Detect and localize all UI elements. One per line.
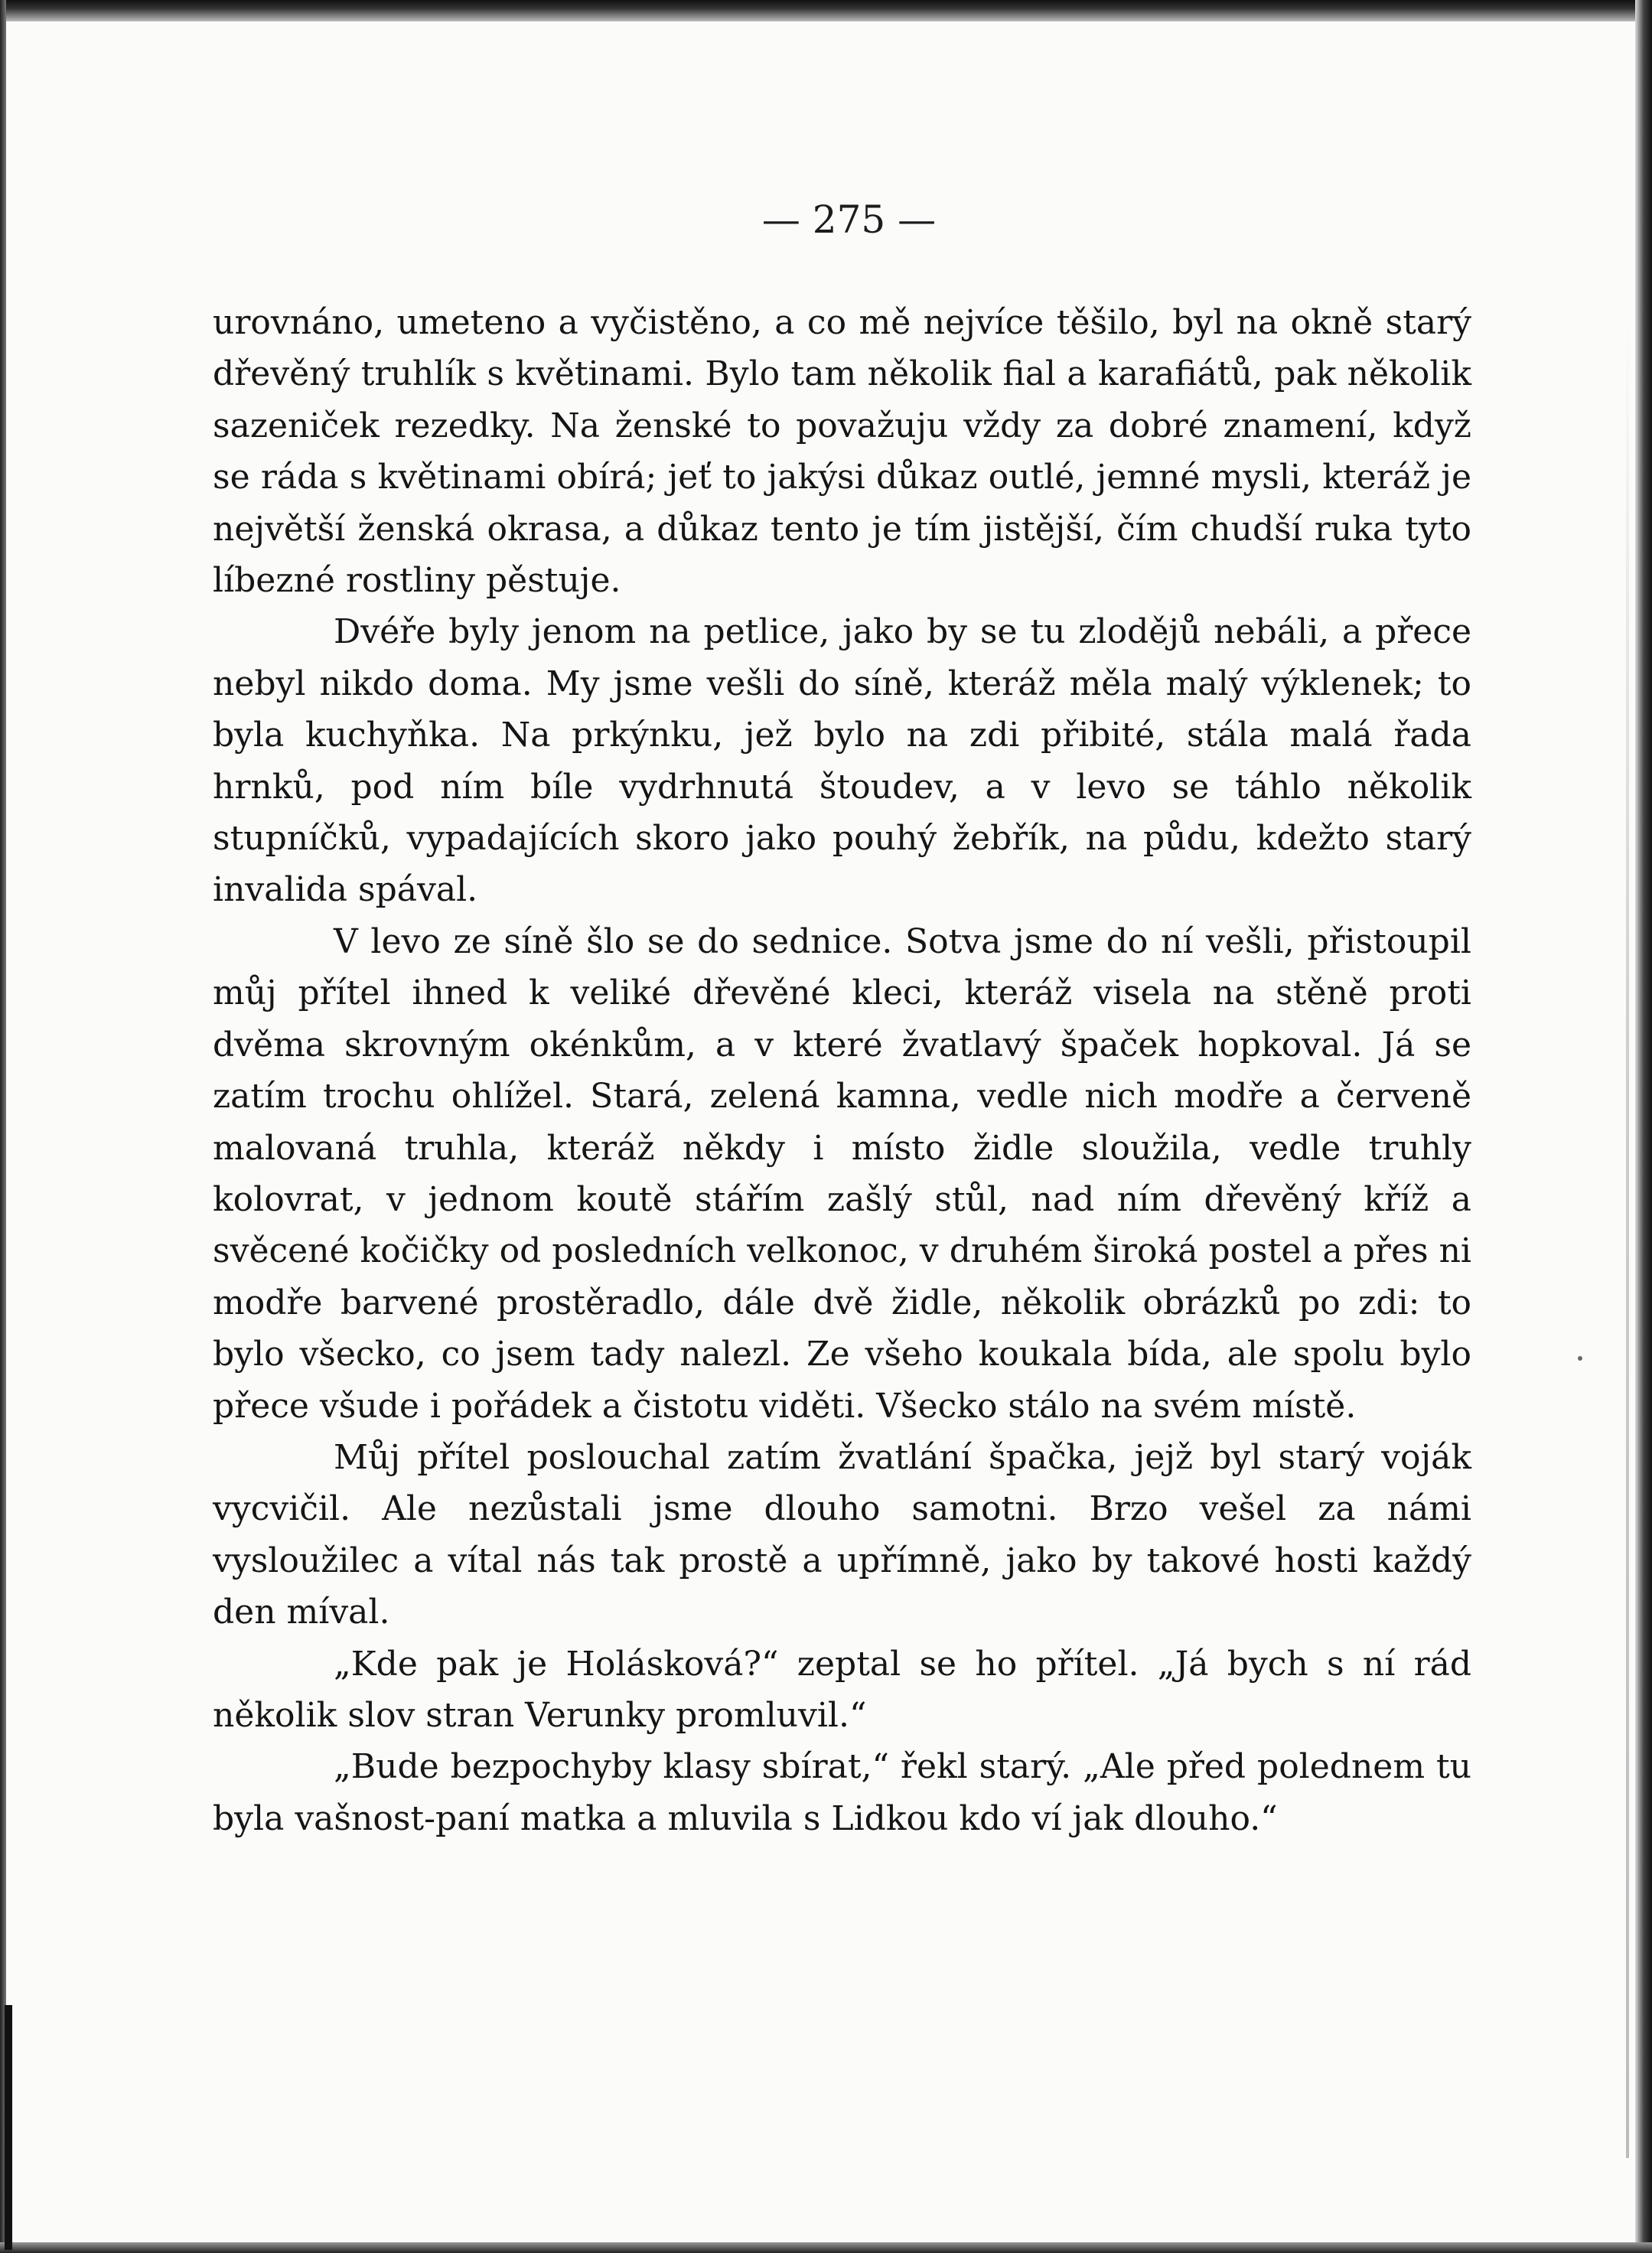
page-body <box>213 297 1471 1844</box>
paragraph: „Bude bezpochyby klasy sbírat,“ řekl starý. „Ale před polednem tu byla vašnost-paní matka a mluvila s Lidkou kdo ví jak dlouho.“ <box>213 1747 1471 1838</box>
paragraph: Dvéře byly jenom na petlice, jako by se tu zlodějů nebáli, a přece nebyl nikdo doma. My jsme vešli do síně, kteráž měla malý výklenek; to byla kuchyňka. Na prkýnku, jež bylo na zdi přibité, stála malá řada hrnků, pod ním bíle vydrhnutá štoudev, a v levo se táhlo několik stupníčků, vypadajících skoro jako pouhý žebřík, na půdu, kdežto starý invalida spával. <box>213 612 1471 910</box>
scan-top-edge <box>0 0 1652 21</box>
scan-left-edge <box>0 0 6 2253</box>
scan-right-edge <box>1635 0 1652 2253</box>
page-number: — 275 — <box>761 197 937 242</box>
paragraph: Můj přítel poslouchal zatím žvatlání špačka, jejž byl starý voják vycvičil. Ale nezůstali jsme dlouho samotni. Brzo vešel za námi vysloužilec a vítal nás tak prostě a upřímně, jako by takové hosti každý den míval. <box>213 1437 1471 1632</box>
scan-speck <box>1578 1356 1582 1361</box>
scan-bottom-edge <box>0 2242 1652 2253</box>
scan-binding-mark <box>5 2005 12 2250</box>
paragraph: V levo ze síně šlo se do sednice. Sotva jsme do ní vešli, přistoupil můj přítel ihned k veliké dřevěné kleci, kteráž visela na stěně proti dvěma skrovným okénkům, a v které žvatlavý špaček hopkoval. Já se zatím trochu ohlížel. Stará, zelená kamna, vedle nich modře a červeně malovaná truhla, kteráž někdy i místo židle sloužila, vedle truhly kolovrat, v jednom koutě stářím zašlý stůl, nad ním dřevěný kříž a svěcené kočičky od posledních velkonoc, v druhém široká postel a přes ni modře barvené prostěradlo, dále dvě židle, několik obrázků po zdi: to bylo všecko, co jsem tady nalezl. Ze všeho koukala bída, ale spolu bylo přece všude i pořádek a čistotu viděti. Všecko stálo na svém místě. <box>213 921 1471 1426</box>
scan-page-shadow <box>1626 321 1629 2158</box>
paragraph: urovnáno, umeteno a vyčistěno, a co mě nejvíce těšilo, byl na okně starý dřevěný truhlík s květinami. Bylo tam několik fial a karafiátů, pak několik sazeniček rezedky. Na ženské to považuju vždy za dobré znamení, když se ráda s květinami obírá; jeť to jakýsi důkaz outlé, jemné mysli, kteráž je největší ženská okrasa, a důkaz tento je tím jistější, čím chudší ruka tyto líbezné rostliny pěstuje. <box>213 303 1471 601</box>
paragraph: „Kde pak je Holásková?“ zeptal se ho přítel. „Já bych s ní rád několik slov stran Verunky promluvil.“ <box>213 1644 1471 1735</box>
